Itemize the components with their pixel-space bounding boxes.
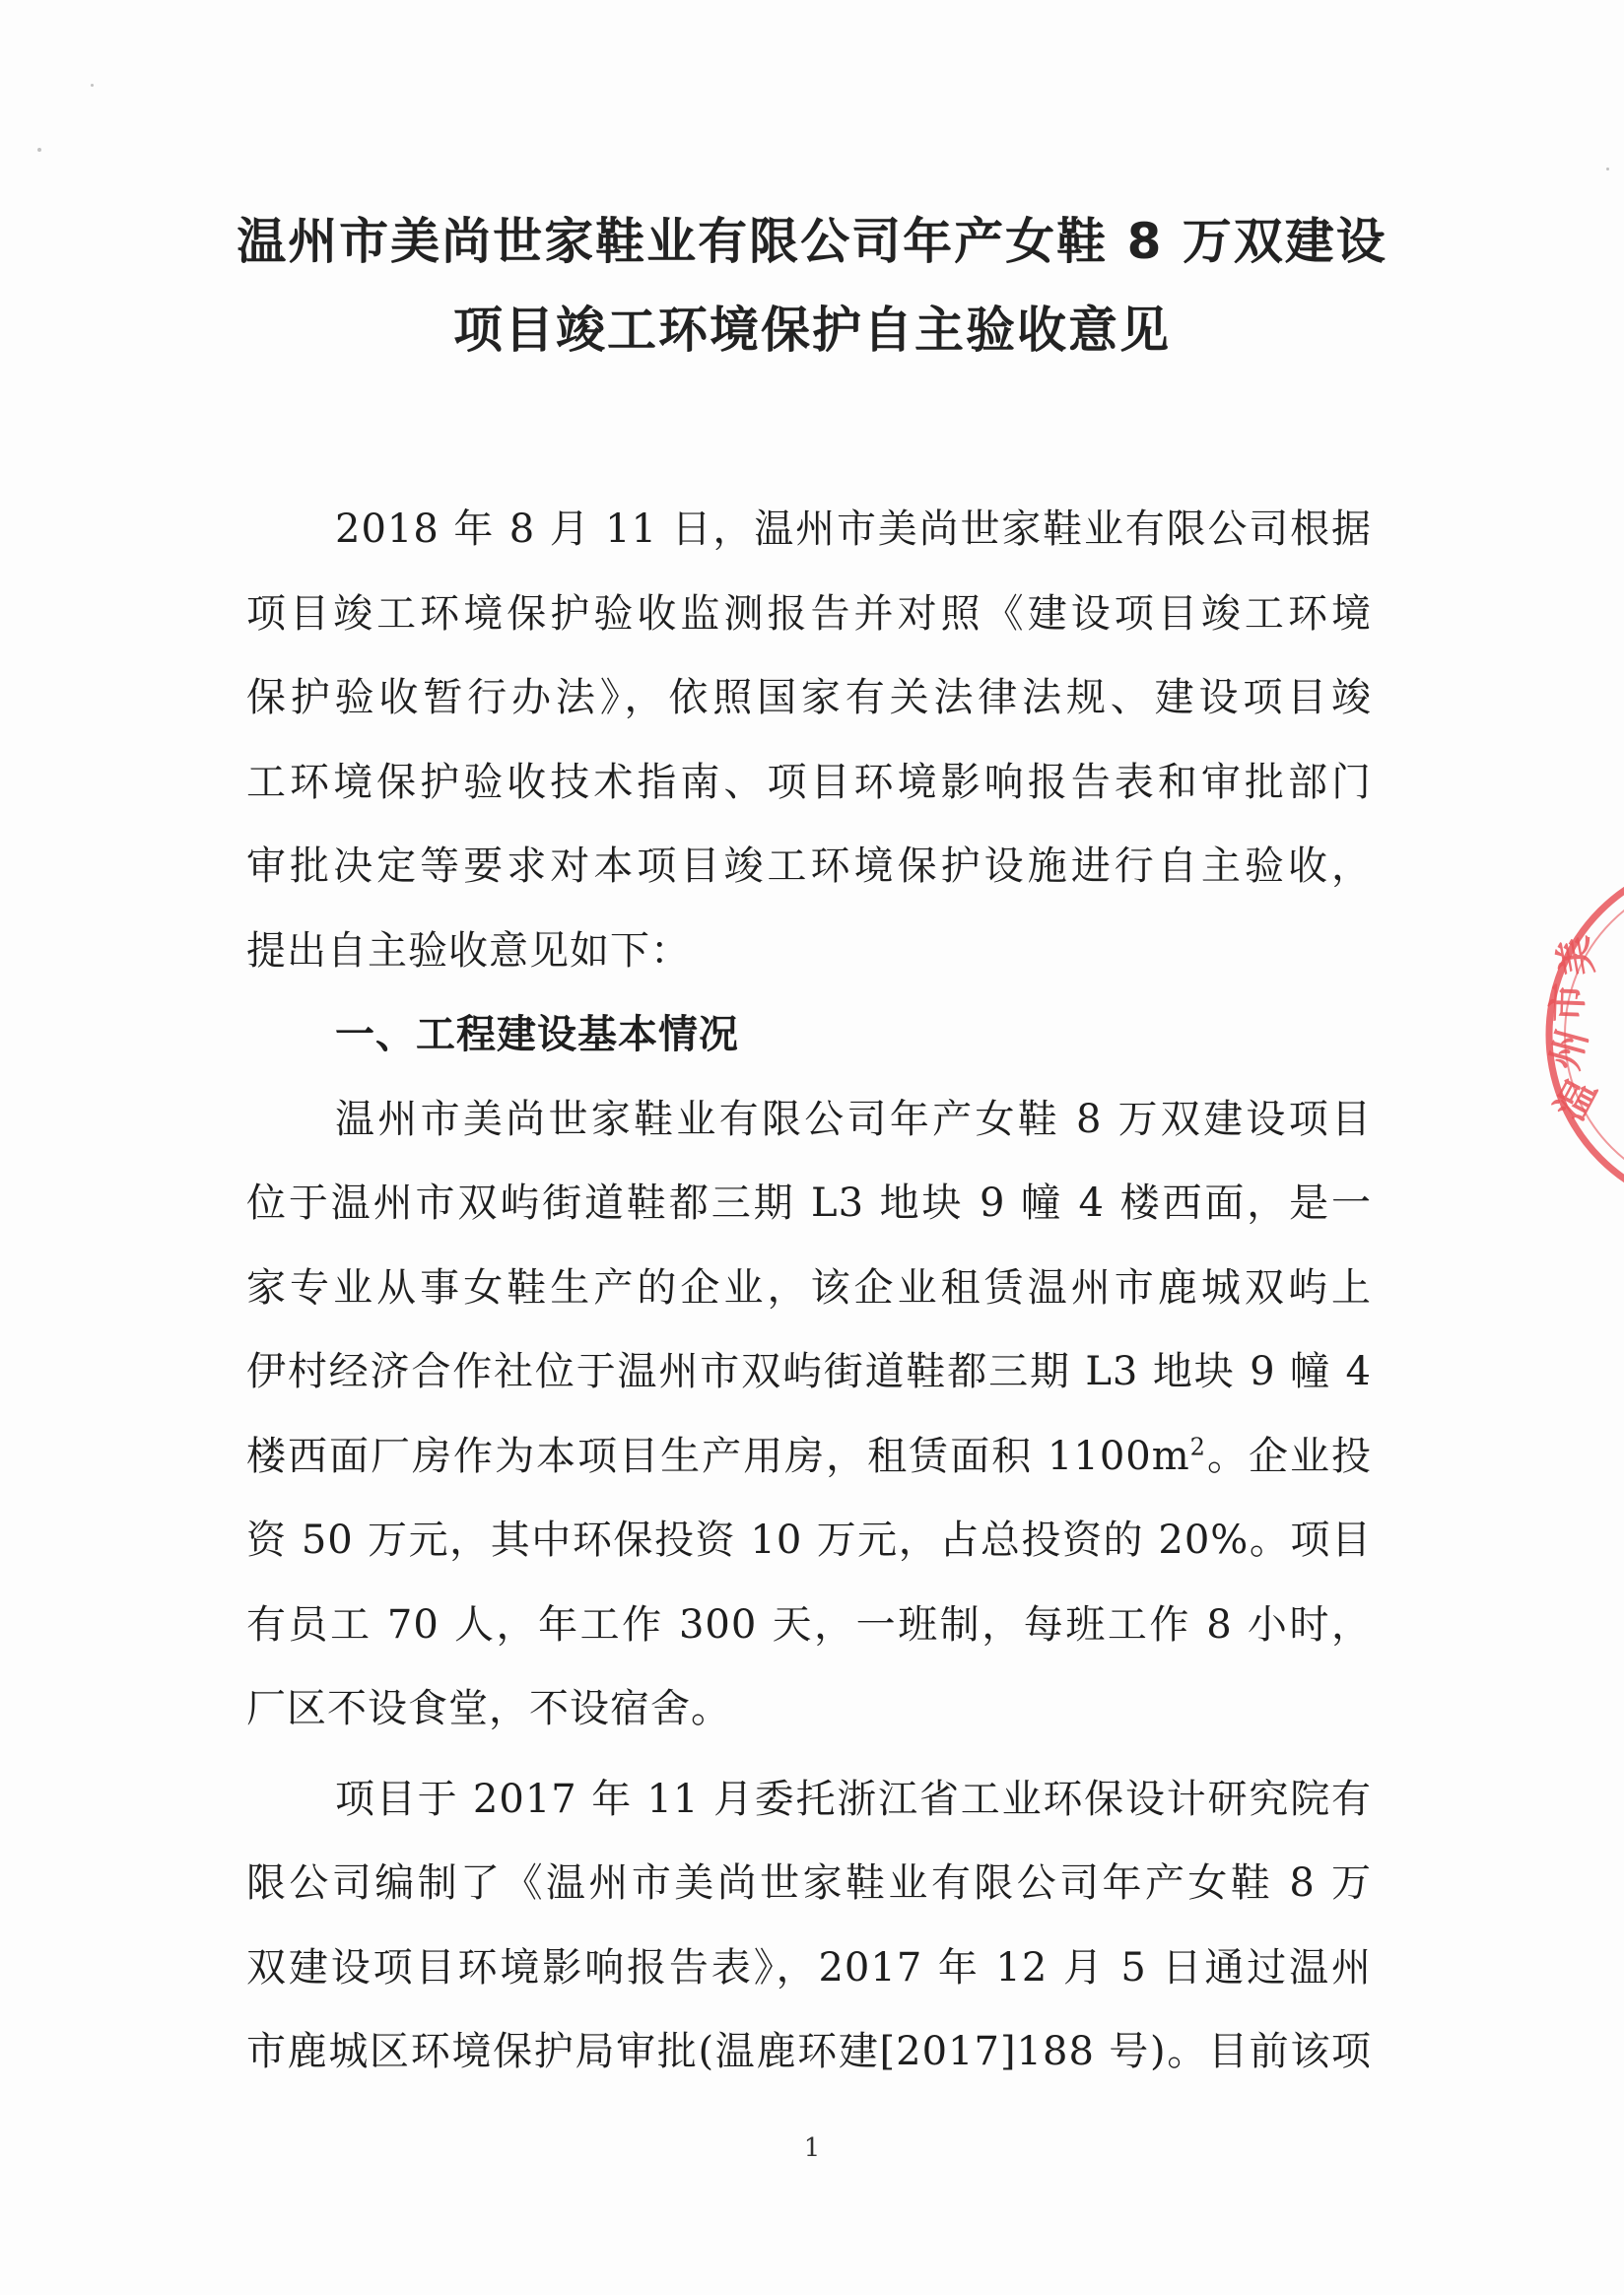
document-body: [246, 488, 1372, 2095]
paragraph-2-line: [246, 1415, 1372, 1500]
scan-speck: [91, 84, 94, 87]
paragraph-1-line: 工环境保护验收技术指南、项目环境影响报告表和审批部门: [246, 759, 1372, 805]
section-heading: 一、工程建设基本情况: [335, 1012, 739, 1057]
paragraph-3-line: 市鹿城区环境保护局审批(温鹿环建[2017]188 号)。目前该项: [246, 2029, 1372, 2074]
superscript-2: 2: [1189, 1433, 1206, 1461]
page-number: 1: [803, 2133, 821, 2163]
document-title-line-2: 项目竣工环境保护自主验收意见: [453, 302, 1171, 359]
paragraph-1-line: 保护验收暂行办法》，依照国家有关法律法规、建设项目竣: [246, 675, 1372, 720]
paragraph-2-line: 伊村经济合作社位于温州市双屿街道鞋都三期 L3 地块 9 幢 4: [246, 1349, 1372, 1394]
company-seal: [1537, 887, 1624, 1242]
paragraph-3-line: 项目于 2017 年 11 月委托浙江省工业环保设计研究院有: [335, 1776, 1372, 1822]
paragraph-1-line: 提出自主验收意见如下：: [246, 927, 691, 974]
paragraph-1-line: 项目竣工环境保护验收监测报告并对照《建设项目竣工环境: [246, 590, 1372, 637]
paragraph-2-line: 家专业从事女鞋生产的企业，该企业租赁温州市鹿城双屿上: [246, 1264, 1372, 1311]
scan-speck: [1606, 168, 1609, 170]
paragraph-1-line: 2018 年 8 月 11 日，温州市美尚世家鞋业有限公司根据: [335, 506, 1372, 552]
paragraph-2-line: 位于温州市双屿街道鞋都三期 L3 地块 9 幢 4 楼西面，是一: [246, 1181, 1372, 1226]
paragraph-2-line: 资 50 万元，其中环保投资 10 万元，占总投资的 20%。项目: [246, 1518, 1372, 1563]
scan-speck: [37, 148, 41, 152]
svg-text:美: 美: [1550, 932, 1602, 980]
paragraph-1-line: 审批决定等要求对本项目竣工环境保护设施进行自主验收，: [246, 844, 1372, 889]
paragraph-3-line: 限公司编制了《温州市美尚世家鞋业有限公司年产女鞋 8 万: [246, 1860, 1372, 1906]
area-text: 楼西面厂房作为本项目生产用房，租赁面积 1100m: [246, 1433, 1190, 1479]
paragraph-2-line: 有员工 70 人，年工作 300 天，一班制，每班工作 8 小时，: [246, 1601, 1372, 1648]
svg-text:州: 州: [1542, 1025, 1597, 1075]
document-title-line-1: 温州市美尚世家鞋业有限公司年产女鞋 8 万双建设: [237, 213, 1387, 270]
paragraph-2-line: 温州市美尚世家鞋业有限公司年产女鞋 8 万双建设项目: [335, 1096, 1372, 1142]
svg-text:市: 市: [1545, 981, 1592, 1024]
investment-text: 。企业投: [1205, 1433, 1372, 1479]
paragraph-3-line: 双建设项目环境影响报告表》，2017 年 12 月 5 日通过温州: [246, 1944, 1372, 1991]
paragraph-2-line: 厂区不设食堂，不设宿舍。: [246, 1686, 731, 1731]
svg-text:温: 温: [1547, 1071, 1606, 1128]
